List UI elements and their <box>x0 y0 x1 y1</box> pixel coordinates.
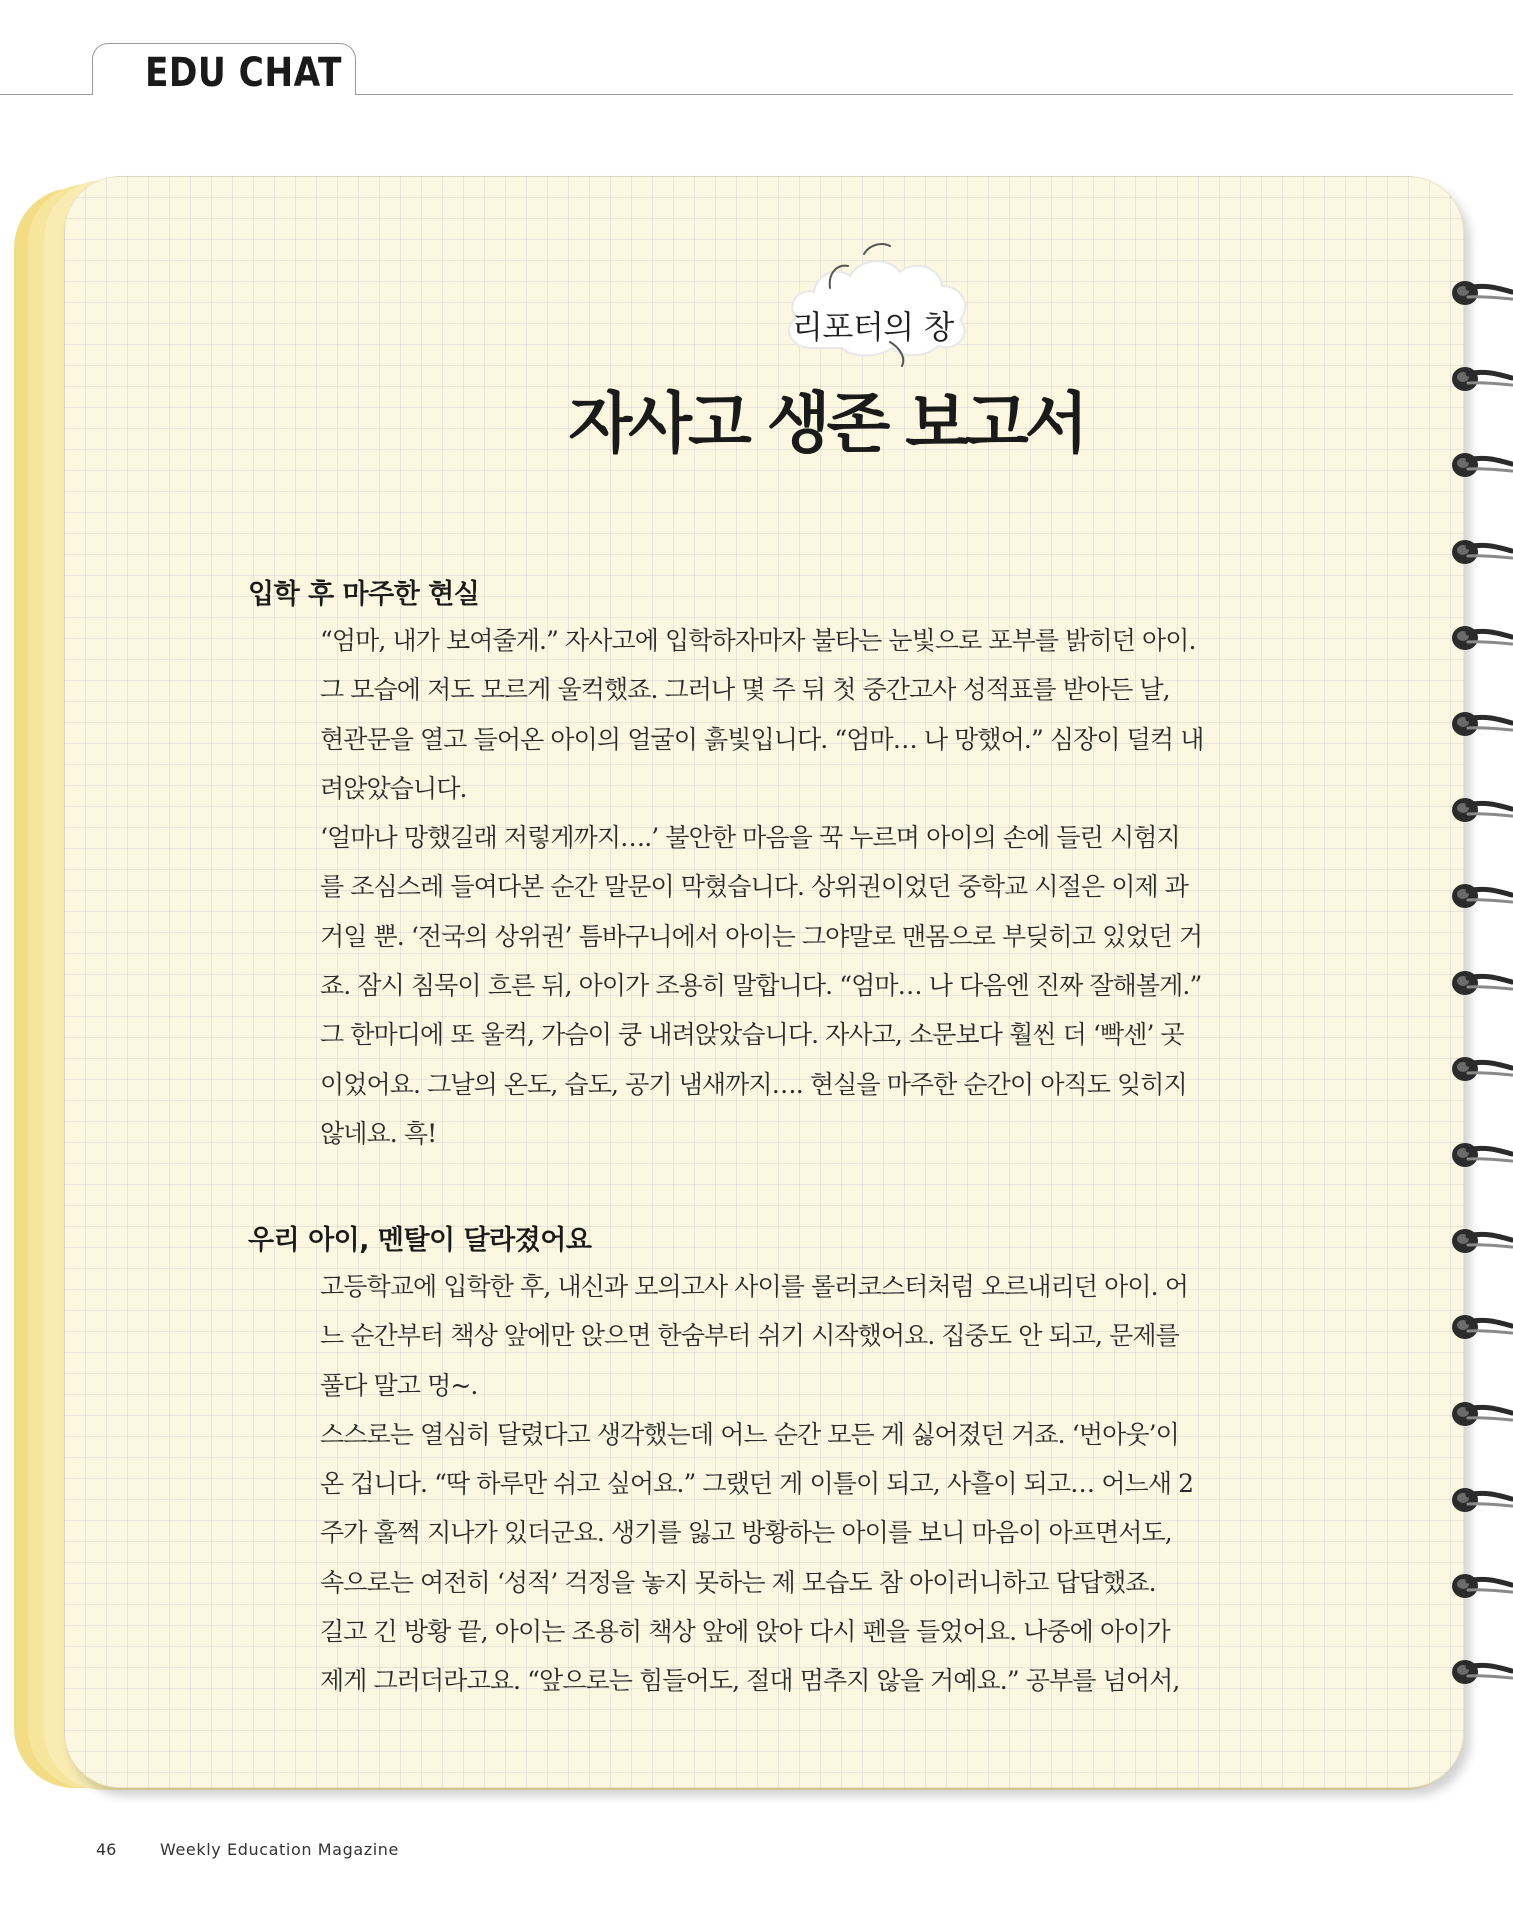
binding-ring-icon <box>1450 793 1513 827</box>
body-line: 현관문을 열고 들어온 아이의 얼굴이 흙빛입니다. “엄마… 나 망했어.” 심장이 덜컥 내 <box>320 724 1204 754</box>
body-line: ‘얼마나 망했길래 저렇게까지….’ 불안한 마음을 꾹 누르며 아이의 손에 들린 시험지 <box>320 823 1180 853</box>
body-line: 려앉았습니다. <box>320 773 467 803</box>
section-heading: 우리 아이, 멘탈이 달라졌어요 <box>248 1225 592 1256</box>
column-badge: 리포터의 창 <box>792 308 954 346</box>
section-label: EDU CHAT <box>145 50 342 96</box>
section-body <box>320 1262 1275 1706</box>
body-line: “엄마, 내가 보여줄게.” 자사고에 입학하자마자 불타는 눈빛으로 포부를 밝히던 아이. <box>320 626 1196 655</box>
body-line: 스스로는 열심히 달렸다고 생각했는데 어느 순간 모든 게 싫어졌던 거죠. ‘번아웃’이 <box>320 1419 1179 1449</box>
binding-ring-icon <box>1450 535 1513 569</box>
magazine-name: Weekly Education Magazine <box>160 1840 399 1859</box>
body-line: 거일 뿐. ‘전국의 상위권’ 틈바구니에서 아이는 그야말로 맨몸으로 부딪히고 있었던 거 <box>320 921 1203 951</box>
binding-ring-icon <box>1450 1310 1513 1344</box>
binding-ring-icon <box>1450 1224 1513 1258</box>
body-line: 그 모습에 저도 모르게 울컥했죠. 그러나 몇 주 뒤 첫 중간고사 성적표를 받아든 날, <box>320 675 1170 705</box>
body-line: 온 겁니다. “딱 하루만 쉬고 싶어요.” 그랬던 게 이틀이 되고, 사흘이 되고… 어느새 2 <box>320 1469 1194 1499</box>
binding-ring-icon <box>1450 1483 1513 1517</box>
body-line: 이었어요. 그날의 온도, 습도, 공기 냄새까지…. 현실을 마주한 순간이 아직도 잊히지 <box>320 1069 1187 1099</box>
binding-ring-icon <box>1450 966 1513 1000</box>
binding-ring-icon <box>1450 276 1513 310</box>
section-heading: 입학 후 마주한 현실 <box>248 579 480 610</box>
body-line: 속으로는 여전히 ‘성적’ 걱정을 놓지 못하는 제 모습도 참 아이러니하고 답답했죠. <box>320 1567 1156 1597</box>
binding-ring-icon <box>1450 1052 1513 1086</box>
body-line: 고등학교에 입학한 후, 내신과 모의고사 사이를 롤러코스터처럼 오르내리던 아이. 어 <box>320 1272 1189 1301</box>
body-line: 느 순간부터 책상 앞에만 앉으면 한숨부터 쉬기 시작했어요. 집중도 안 되고, 문제를 <box>320 1321 1179 1351</box>
speech-cloud-icon <box>772 230 992 370</box>
body-line: 를 조심스레 들여다본 순간 말문이 막혔습니다. 상위권이었던 중학교 시절은 이제 과 <box>320 872 1189 902</box>
binding-ring-icon <box>1450 621 1513 655</box>
binding-ring-icon <box>1450 1397 1513 1431</box>
body-line: 길고 긴 방황 끝, 아이는 조용히 책상 앞에 앉아 다시 펜을 들었어요. 나중에 아이가 <box>320 1617 1170 1647</box>
body-line: 제게 그러더라고요. “앞으로는 힘들어도, 절대 멈추지 않을 거예요.” 공부를 넘어서, <box>320 1666 1180 1696</box>
body-line: 풀다 말고 멍~. <box>320 1370 478 1400</box>
body-line: 주가 훌쩍 지나가 있더군요. 생기를 잃고 방황하는 아이를 보니 마음이 아프면서도, <box>320 1518 1172 1548</box>
body-line: 않네요. 흑! <box>320 1118 437 1148</box>
page-number: 46 <box>96 1840 117 1859</box>
body-line: 그 한마디에 또 울컥, 가슴이 쿵 내려앉았습니다. 자사고, 소문보다 훨씬 더 ‘빡센’ 곳 <box>320 1020 1184 1050</box>
binding-ring-icon <box>1450 1569 1513 1603</box>
section-body <box>320 616 1275 1158</box>
binding-ring-icon <box>1450 879 1513 913</box>
binding-ring-icon <box>1450 1655 1513 1689</box>
body-line: 죠. 잠시 침묵이 흐른 뒤, 아이가 조용히 말합니다. “엄마… 나 다음엔 진짜 잘해볼게.” <box>320 971 1202 1001</box>
binding-ring-icon <box>1450 707 1513 741</box>
binding-ring-icon <box>1450 1138 1513 1172</box>
page-title: 자사고 생존 보고서 <box>568 385 1085 462</box>
